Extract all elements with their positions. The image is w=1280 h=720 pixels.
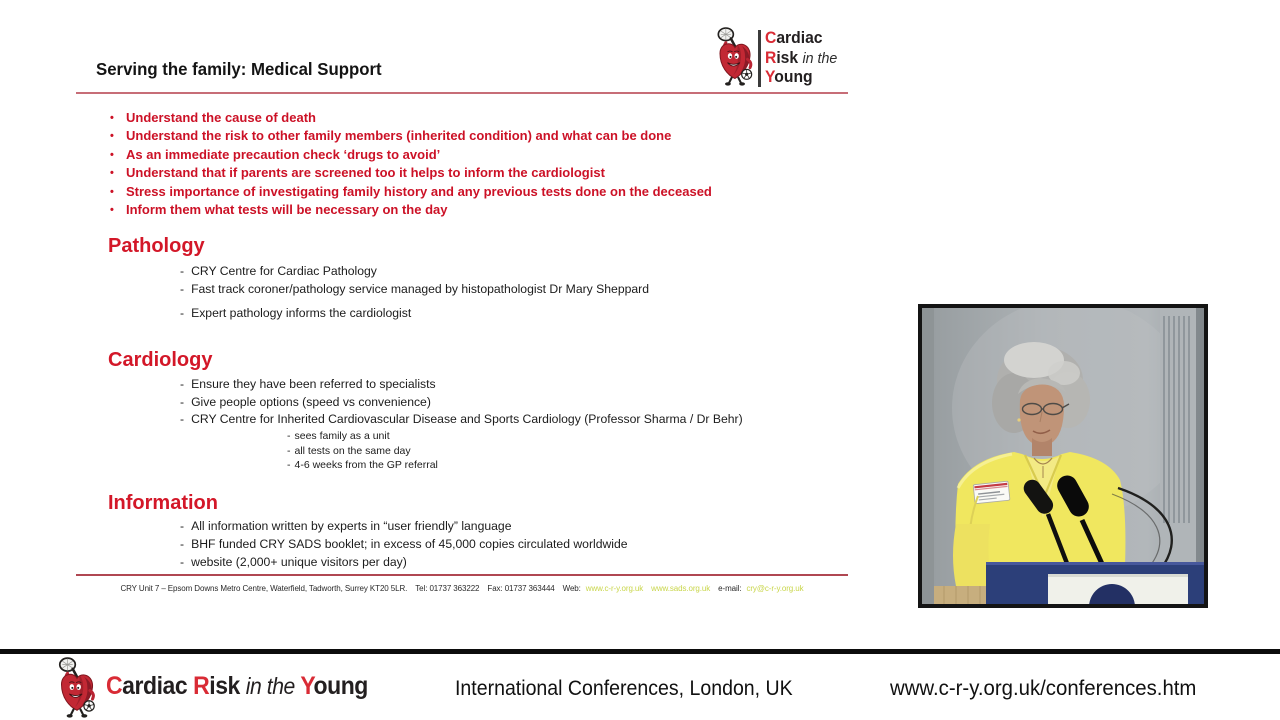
footer-rule	[76, 574, 848, 576]
list-item: - BHF funded CRY SADS booklet; in excess of 45,000 copies circulated worldwide	[180, 537, 628, 551]
list-item: • Understand that if parents are screened too it helps to inform the cardiologist	[107, 164, 712, 182]
cry-mascot-icon	[710, 26, 760, 86]
list-item: - CRY Centre for Cardiac Pathology	[180, 264, 377, 278]
list-subitem: - all tests on the same day	[287, 445, 411, 457]
email-label: e-mail:	[718, 584, 742, 593]
section-heading-cardiology: Cardiology	[108, 349, 213, 371]
key-points-list	[107, 109, 712, 219]
conference-url: www.c-r-y.org.uk/conferences.htm	[890, 677, 1197, 700]
conference-label: International Conferences, London, UK	[455, 677, 793, 700]
list-item: - All information written by experts in “user friendly” language	[180, 519, 511, 533]
slide-title: Serving the family: Medical Support	[96, 59, 382, 79]
web-label: Web:	[562, 584, 581, 593]
list-item: - CRY Centre for Inherited Cardiovascular Disease and Sports Cardiology (Professor Sharma / Dr Behr)	[180, 412, 743, 426]
speaker-illustration	[922, 308, 1204, 604]
list-item: • As an immediate precaution check ‘drugs to avoid’	[107, 146, 712, 164]
contact-footer	[76, 584, 848, 593]
cry-logo-wordmark: Cardiac Risk in the Young	[106, 672, 368, 700]
bottom-banner	[0, 654, 1280, 720]
list-item: • Understand the risk to other family members (inherited condition) and what can be done	[107, 127, 712, 145]
list-item: • Stress importance of investigating family history and any previous tests done on the deceased	[107, 183, 712, 201]
list-item: • Understand the cause of death	[107, 109, 712, 127]
list-subitem: - sees family as a unit	[287, 430, 390, 442]
logo-line-cardiac: Cardiac	[765, 29, 823, 47]
tel-text: Tel: 01737 363222	[415, 584, 480, 593]
list-subitem: - 4-6 weeks from the GP referral	[287, 459, 438, 471]
list-item: - Give people options (speed vs convenience)	[180, 395, 431, 409]
logo-line-risk: Risk in the	[765, 48, 838, 67]
address-text: CRY Unit 7 – Epsom Downs Metro Centre, Waterfield, Tadworth, Surrey KT20 5LR.	[120, 584, 408, 593]
fax-text: Fax: 01737 363444	[487, 584, 555, 593]
title-rule	[76, 92, 848, 94]
web-link-cry: www.c-r-y.org.uk	[585, 584, 644, 593]
section-heading-pathology: Pathology	[108, 235, 205, 257]
speaker-video-still	[918, 304, 1208, 608]
web-link-sads: www.sads.org.uk	[651, 584, 711, 593]
logo-line-young: Young	[765, 68, 813, 86]
list-item: • Inform them what tests will be necessary on the day	[107, 201, 712, 219]
list-item: - Expert pathology informs the cardiologist	[180, 306, 411, 320]
cry-logo-text	[765, 29, 837, 88]
section-heading-information: Information	[108, 492, 218, 514]
list-item: - Fast track coroner/pathology service managed by histopathologist Dr Mary Sheppard	[180, 282, 649, 296]
list-item: - website (2,000+ unique visitors per day)	[180, 555, 407, 569]
logo-divider-bar	[758, 30, 761, 87]
email-link: cry@c-r-y.org.uk	[746, 584, 804, 593]
cry-mascot-icon	[50, 656, 104, 718]
list-item: - Ensure they have been referred to specialists	[180, 377, 436, 391]
